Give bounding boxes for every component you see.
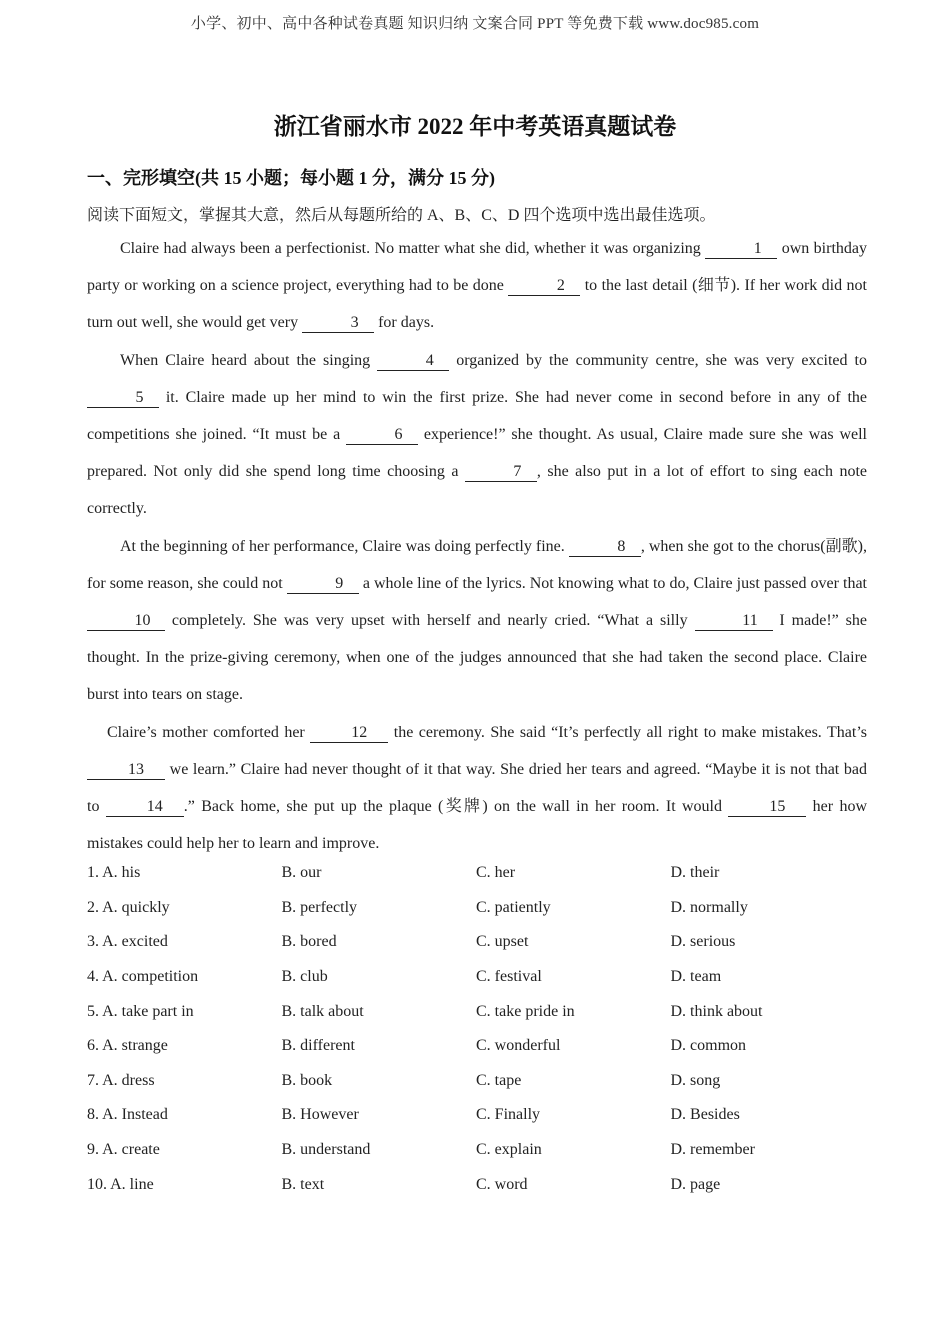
option-a: 2. A. quickly [87, 898, 170, 916]
option-b: B. club [281, 968, 328, 986]
section-title: 一、完形填空(共 15 小题；每小题 1 分，满分 15 分) [87, 168, 495, 188]
passage-paragraph-3 [87, 528, 867, 714]
answer-options [87, 856, 877, 1202]
option-c: C. explain [476, 1141, 542, 1159]
option-d: D. song [670, 1071, 721, 1089]
option-d: D. page [670, 1175, 721, 1193]
option-b: B. perfectly [281, 898, 358, 916]
passage-text: I made!” she thought. In the prize-giving ceremony, when one of the judges announced that she had taken the second place. Claire burst into tears on stage. [87, 612, 868, 704]
blank-5: 5 [87, 389, 159, 408]
passage-text: Claire had always been a perfectionist. No matter what she did, whether it was organizing [120, 240, 706, 257]
option-c: C. word [476, 1175, 528, 1193]
cloze-passage [87, 230, 867, 862]
blank-1: 1 [705, 240, 777, 259]
passage-text: own birthday party or working on a science project, everything had to be done [87, 240, 868, 295]
option-a: 3. A. excited [87, 933, 168, 951]
question-row-1 [87, 856, 877, 891]
passage-text: we learn.” Claire had never thought of it that way. She dried her tears and agreed. “Maybe it is not that bad to [87, 760, 867, 816]
passage-text: to the last detail (细节). If her work did not turn out well, she would get very [87, 277, 867, 332]
option-d: D. Besides [670, 1106, 740, 1124]
passage-text: her how mistakes could help her to learn and improve. [87, 798, 867, 853]
option-b: B. book [281, 1071, 333, 1089]
passage-text: At the beginning of her performance, Claire was doing perfectly fine. [120, 537, 569, 555]
blank-4: 4 [377, 352, 449, 371]
passage-text: experience!” she thought. As usual, Claire made sure she was well prepared. Not only did she spend long time choosing a [87, 426, 867, 481]
blank-8: 8 [569, 538, 641, 557]
option-c: C. wonderful [476, 1037, 561, 1055]
passage-text: Claire’s mother comforted her [107, 723, 311, 741]
question-row-4 [87, 960, 877, 995]
option-d: D. serious [670, 933, 736, 951]
question-row-2 [87, 891, 877, 926]
passage-text: .” Back home, she put up the plaque (奖牌) on the wall in her room. It would [183, 798, 729, 816]
option-a: 1. A. his [87, 864, 141, 882]
option-c: C. festival [476, 968, 542, 986]
blank-12: 12 [310, 724, 388, 743]
blank-2: 2 [508, 277, 580, 296]
option-a: 8. A. Instead [87, 1106, 168, 1124]
blank-13: 13 [87, 761, 165, 780]
option-d: D. remember [670, 1141, 755, 1159]
option-b: B. understand [281, 1141, 371, 1159]
blank-6: 6 [346, 426, 418, 445]
passage-text: When Claire heard about the singing [120, 351, 378, 369]
question-row-9 [87, 1133, 877, 1168]
blank-3: 3 [302, 314, 374, 333]
option-c: C. patiently [476, 898, 551, 916]
option-a: 6. A. strange [87, 1037, 168, 1055]
passage-text: it. Claire made up her mind to win the first prize. She had never come in second before in any of the competitions she joined. “It must be a [87, 388, 867, 444]
option-a: 9. A. create [87, 1141, 160, 1159]
passage-text: , she also put in a lot of effort to sing each note correctly. [87, 463, 867, 518]
option-a: 4. A. competition [87, 968, 199, 986]
option-a: 5. A. take part in [87, 1002, 194, 1020]
blank-11: 11 [695, 612, 773, 631]
option-c: C. Finally [476, 1106, 541, 1124]
option-d: D. normally [670, 898, 748, 916]
option-c: C. tape [476, 1071, 522, 1089]
option-c: C. her [476, 864, 516, 882]
passage-text: completely. She was very upset with herself and nearly cried. “What a silly [165, 612, 695, 630]
site-header: 小学、初中、高中各种试卷真题 知识归纳 文案合同 PPT 等免费下载 www.doc985.com [190, 16, 760, 32]
blank-9: 9 [287, 575, 359, 594]
question-row-5 [87, 994, 877, 1029]
question-row-10 [87, 1167, 877, 1202]
question-row-7 [87, 1064, 877, 1099]
option-b: B. text [281, 1175, 325, 1193]
instruction-text: 阅读下面短文，掌握其大意，然后从每题所给的 A、B、C、D 四个选项中选出最佳选项。 [87, 207, 716, 224]
option-d: D. common [670, 1037, 747, 1055]
passage-paragraph-2 [87, 342, 867, 528]
question-row-8 [87, 1098, 877, 1133]
blank-10: 10 [87, 612, 165, 631]
option-c: C. upset [476, 933, 529, 951]
passage-text: , when she got to the chorus(副歌), for some reason, she could not [87, 537, 867, 592]
option-b: B. However [281, 1106, 359, 1124]
option-b: B. our [281, 864, 322, 882]
passage-paragraph-4 [87, 714, 867, 863]
blank-14: 14 [106, 798, 184, 817]
passage-text: the ceremony. She said “It’s perfectly all right to make mistakes. That’s [388, 723, 867, 741]
option-a: 10. A. line [87, 1175, 154, 1193]
option-b: B. talk about [281, 1002, 364, 1020]
option-b: B. bored [281, 933, 337, 951]
option-d: D. their [670, 864, 720, 882]
passage-paragraph-1 [87, 230, 867, 342]
question-row-6 [87, 1029, 877, 1064]
option-a: 7. A. dress [87, 1071, 155, 1089]
passage-text: for days. [374, 314, 435, 332]
passage-text: organized by the community centre, she was very excited to [449, 351, 867, 369]
blank-7: 7 [465, 463, 537, 482]
question-row-3 [87, 925, 877, 960]
passage-text: a whole line of the lyrics. Not knowing what to do, Claire just passed over that [358, 574, 867, 592]
option-d: D. think about [670, 1002, 763, 1020]
option-b: B. different [281, 1037, 355, 1055]
exam-title: 浙江省丽水市 2022 年中考英语真题试卷 [273, 114, 677, 139]
option-c: C. take pride in [476, 1002, 575, 1020]
option-d: D. team [670, 968, 722, 986]
blank-15: 15 [728, 798, 806, 817]
